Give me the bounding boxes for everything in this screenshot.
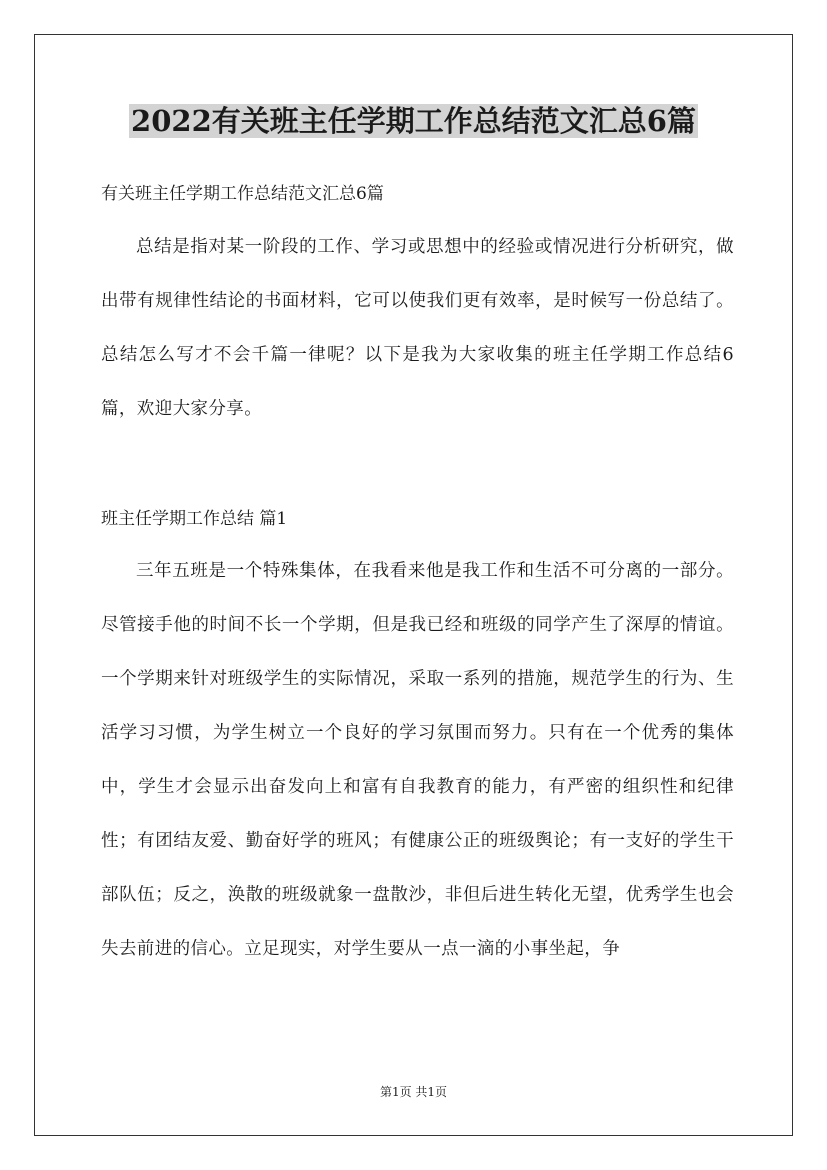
intro-paragraph: 总结是指对某一阶段的工作、学习或思想中的经验或情况进行分析研究，做出带有规律性结论的书面材料，它可以使我们更有效率，是时候写一份总结了。总结怎么写才不会千篇一律呢？以下是我为大家收集的班主任学期工作总结6篇，欢迎大家分享。 bbox=[101, 237, 734, 419]
document-title bbox=[0, 100, 827, 142]
section-paragraph: 三年五班是一个特殊集体，在我看来他是我工作和生活不可分离的一部分。尽管接手他的时间不长一个学期，但是我已经和班级的同学产生了深厚的情谊。一个学期来针对班级学生的实际情况，采取一系列的措施，规范学生的行为、生活学习习惯，为学生树立一个良好的学习氛围而努力。只有在一个优秀的集体中，学生才会显示出奋发向上和富有自我教育的能力，有严密的组织性和纪律性；有团结友爱、勤奋好学的班风；有健康公正的班级舆论；有一支好的学生干部队伍；反之，涣散的班级就象一盘散沙，非但后进生转化无望，优秀学生也会失去前进的信心。立足现实，对学生要从一点一滴的小事坐起，争 bbox=[101, 561, 734, 959]
document-subtitle: 有关班主任学期工作总结范文汇总6篇 bbox=[101, 184, 384, 204]
document-title-text: 2022有关班主任学期工作总结范文汇总6篇 bbox=[131, 104, 696, 138]
section-heading: 班主任学期工作总结 篇1 bbox=[101, 509, 288, 529]
page-footer: 第1页 共1页 bbox=[379, 1085, 448, 1099]
